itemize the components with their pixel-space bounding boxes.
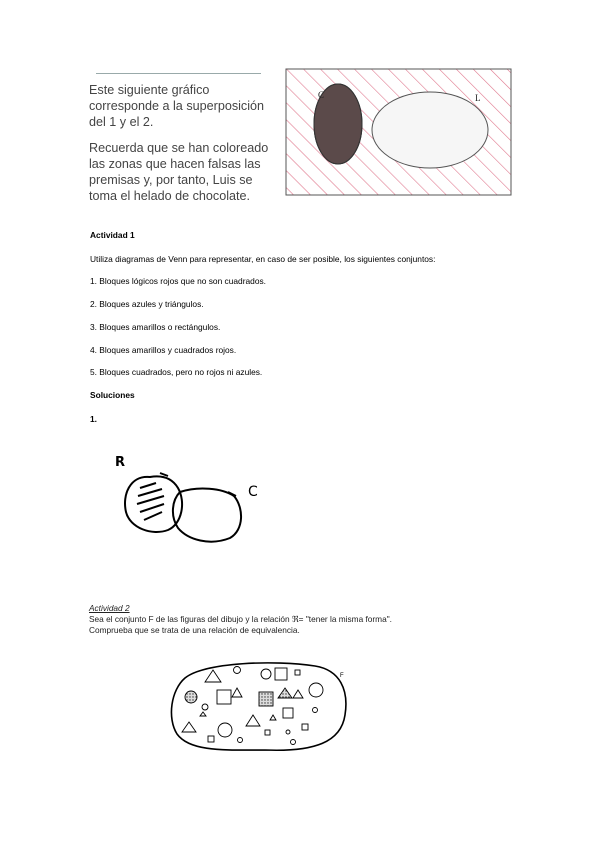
- activity1-instruction: Utiliza diagramas de Venn para representar, en caso de ser posible, los siguientes conjuntos:: [90, 254, 436, 264]
- solution-1-label: 1.: [90, 414, 97, 424]
- intro-text: [89, 82, 279, 214]
- activity1-title: Actividad 1: [90, 230, 135, 240]
- activity1-item-1: 1. Bloques lógicos rojos que no son cuadrados.: [90, 276, 266, 286]
- intro-paragraph-1: Este siguiente gráfico corresponde a la superposición del 1 y el 2.: [89, 83, 265, 129]
- intro-paragraph-2: Recuerda que se han coloreado las zonas que hacen falsas las premisas y, por tanto, Luis se toma el helado de chocolate.: [89, 141, 269, 203]
- activity1-item-5: 5. Bloques cuadrados, pero no rojos ni azules.: [90, 367, 263, 377]
- activity1-item-2: 2. Bloques azules y triángulos.: [90, 299, 204, 309]
- activity2-line-1: Sea el conjunto F de las figuras del dibujo y la relación ℜ= "tener la misma forma".: [89, 614, 392, 624]
- activity1-item-4: 4. Bloques amarillos y cuadrados rojos.: [90, 345, 237, 355]
- activity2-title: Actividad 2: [89, 603, 130, 613]
- venn-diagram-c-l: [285, 68, 512, 196]
- divider: [96, 73, 261, 74]
- figures-set-diagram: [165, 660, 355, 756]
- set-label-f: F: [340, 673, 344, 679]
- solutions-title: Soluciones: [90, 390, 135, 400]
- activity2-line-2: Comprueba que se trata de una relación de equivalencia.: [89, 625, 300, 635]
- label-l: L: [475, 93, 481, 103]
- activity2-block: [89, 603, 392, 636]
- sketch-label-r: R: [115, 455, 126, 470]
- hand-drawn-venn-sketch: [110, 450, 270, 550]
- set-l-ellipse: [372, 92, 488, 168]
- activity1-item-3: 3. Bloques amarillos o rectángulos.: [90, 322, 221, 332]
- label-c: C: [318, 90, 325, 100]
- sketch-label-c: C: [248, 484, 258, 500]
